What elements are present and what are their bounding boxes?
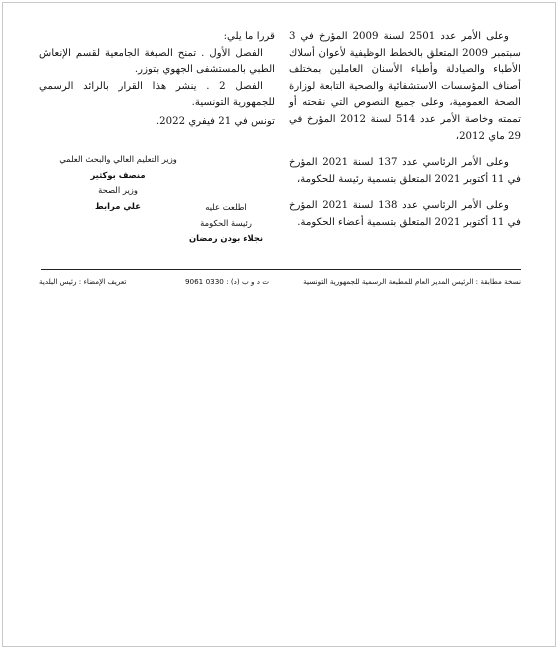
decision-intro: قررا ما يلي:	[223, 31, 275, 42]
right-column	[289, 29, 521, 242]
minister-health-name: علي مرابط	[95, 200, 141, 211]
left-column	[39, 29, 275, 131]
issue-date: تونس في 21 فيفري 2022.	[155, 115, 275, 127]
footer-tax-number: ت د و ب (د) : 0330 9061	[184, 277, 270, 286]
minister-higher-ed-name: منصف بوكثير	[90, 169, 146, 180]
minister-health-title: وزير الصحة	[98, 185, 138, 195]
pm-title: رئيسة الحكومة	[200, 217, 252, 228]
footer-certification: نسخة مطابقة : الرئيس المدير العام للمطبعة الرسمية للجمهورية التونسية	[303, 277, 521, 286]
paragraph-decree-138: وعلى الأمر الرئاسي عدد 138 لسنة 2021 المؤرخ في 11 أكتوبر 2021 المتعلق بتسمية أعضاء الحكومة.	[289, 200, 521, 228]
paragraph-decree-2501: وعلى الأمر عدد 2501 لسنة 2009 المؤرخ في 3 سبتمبر 2009 المتعلق بالخطط الوظيفية لأعوان أسلاك الأطباء والصيادلة وأطباء الأسنان العاملين بمختلف أصناف المؤسسات الاستشفائية والصحية التابعة لوزارة الصحة العمومية، وعلى جميع النصوص التي نقحته أو تممته وخاصة الأمر عدد 514 لسنة 2012 المؤرخ في 29 ماي 2012،	[289, 31, 521, 142]
prime-minister-signature-block	[171, 200, 281, 247]
paragraph-decree-137: وعلى الأمر الرئاسي عدد 137 لسنة 2021 المؤرخ في 11 أكتوبر 2021 المتعلق بتسمية رئيسة للحكومة،	[289, 157, 521, 185]
footer-signature-label: تعريف الإمضاء : رئيس البلدية	[39, 277, 127, 286]
document-page	[2, 2, 556, 647]
footer-divider	[41, 269, 521, 270]
pm-seen-label: اطلعت عليه	[205, 202, 247, 212]
article-1: الفصل الأول . تمنح الصبغة الجامعية لقسم الإنعاش الطبي بالمستشفى الجهوي بتوزر.	[39, 47, 275, 76]
minister-higher-ed-title: وزير التعليم العالي والبحث العلمي	[59, 154, 177, 164]
pm-name: نجلاء بودن رمضان	[188, 233, 264, 243]
article-2: الفصل 2 . ينشر هذا القرار بالرائد الرسمي للجمهورية التونسية.	[39, 80, 275, 109]
